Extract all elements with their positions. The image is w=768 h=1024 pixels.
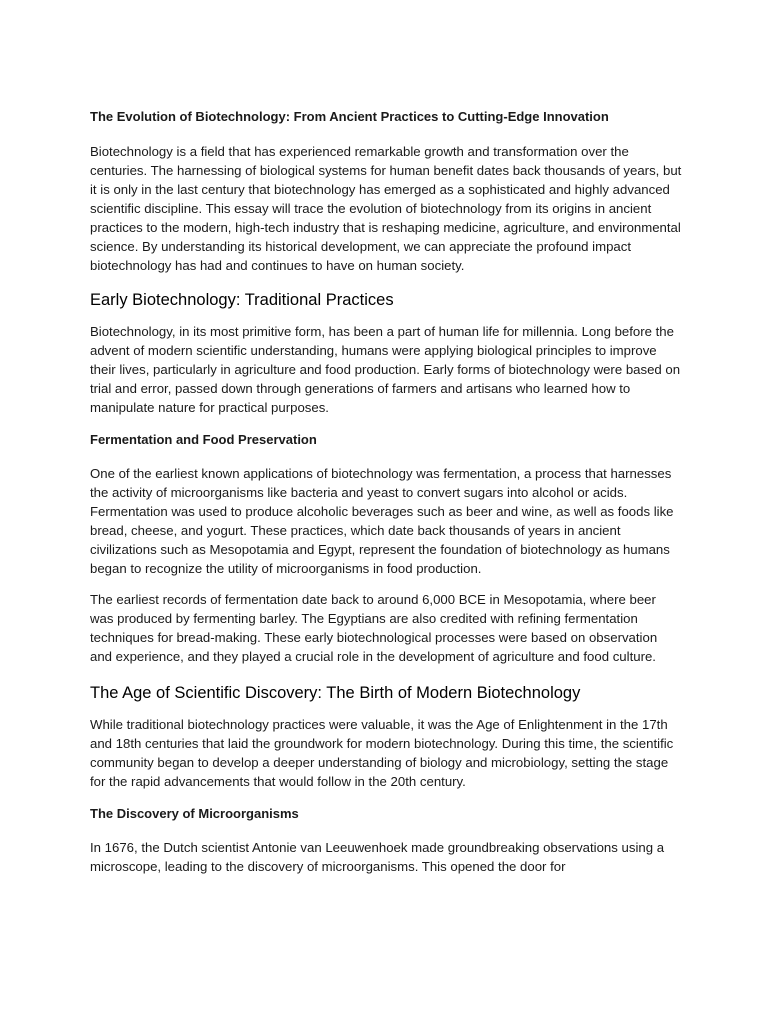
paragraph-fermentation-1: One of the earliest known applications of biotechnology was fermentation, a process that harnesses the activity of microorganisms like bacteria and yeast to convert sugars into alcohol or acids. Fermentation was used to produce alcoholic beverages such as beer and wine, as well as foods like bread, cheese, and yogurt. These practices, which date back thousands of years in ancient civilizations such as Mesopotamia and Egypt, represent the foundation of biotechnology as humans began to recognize the utility of microorganisms in food production. [90, 466, 674, 576]
document-page [90, 108, 682, 888]
subheading-fermentation: Fermentation and Food Preservation [90, 432, 317, 447]
section-heading-scientific-discovery: The Age of Scientific Discovery: The Birth of Modern Biotechnology [90, 684, 581, 702]
paragraph-early-biotechnology: Biotechnology, in its most primitive form, has been a part of human life for millennia. Long before the advent of modern scientific understanding, humans were applying biological principles to improve their lives, particularly in agriculture and food production. Early forms of biotechnology were based on trial and error, passed down through generations of farmers and artisans who learned how to manipulate nature for practical purposes. [90, 324, 681, 415]
paragraph-fermentation-2: The earliest records of fermentation date back to around 6,000 BCE in Mesopotamia, where beer was produced by fermenting barley. The Egyptians are also credited with refining fermentation techniques for bread-making. These early biotechnological processes were based on observation and experience, and they played a crucial role in the development of agriculture and food culture. [90, 592, 658, 664]
intro-paragraph: Biotechnology is a field that has experienced remarkable growth and transformation over the centuries. The harnessing of biological systems for human benefit dates back thousands of years, but it is only in the last century that biotechnology has emerged as a sophisticated and highly advanced scientific discipline. This essay will trace the evolution of biotechnology from its origins in ancient practices to the modern, high-tech industry that is reshaping medicine, agriculture, and environmental science. By understanding its historical development, we can appreciate the profound impact biotechnology has had and continues to have on human society. [90, 144, 682, 273]
document-title: The Evolution of Biotechnology: From Ancient Practices to Cutting-Edge Innovation [90, 109, 609, 124]
paragraph-scientific-discovery: While traditional biotechnology practices were valuable, it was the Age of Enlightenment in the 17th and 18th centuries that laid the groundwork for modern biotechnology. During this time, the scientific community began to develop a deeper understanding of biology and microbiology, setting the stage for the rapid advancements that would follow in the 20th century. [90, 717, 674, 789]
subheading-microorganisms: The Discovery of Microorganisms [90, 806, 299, 821]
paragraph-microorganisms: In 1676, the Dutch scientist Antonie van Leeuwenhoek made groundbreaking observations using a microscope, leading to the discovery of microorganisms. This opened the door for [90, 840, 665, 874]
section-heading-early-biotechnology: Early Biotechnology: Traditional Practices [90, 291, 394, 309]
